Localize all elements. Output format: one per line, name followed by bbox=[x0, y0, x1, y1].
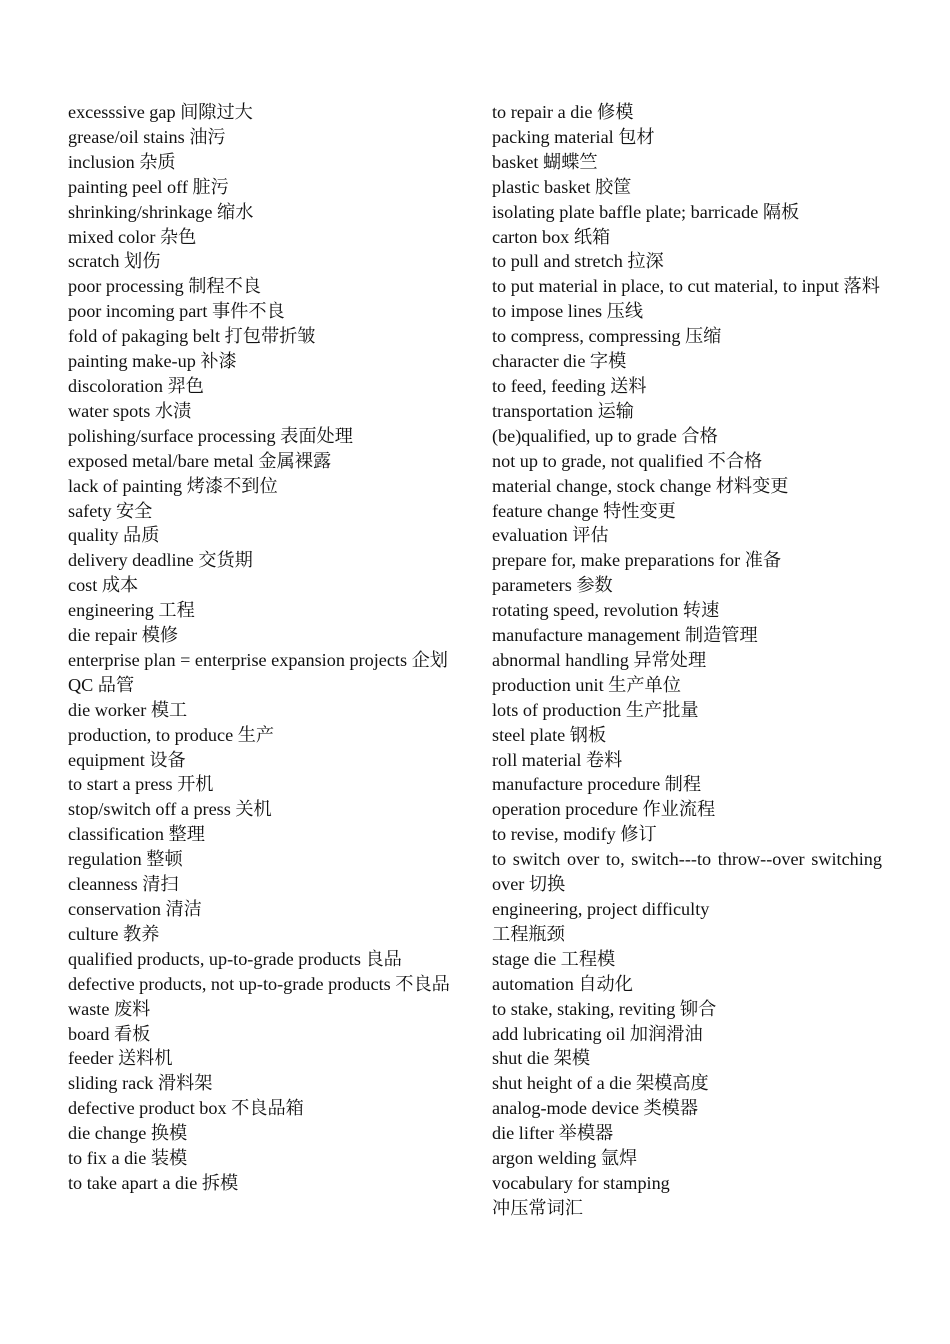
vocabulary-entry: shut die 架模 bbox=[492, 1048, 591, 1069]
vocabulary-entry: abnormal handling 异常处理 bbox=[492, 649, 707, 670]
vocabulary-entry: 冲压常词汇 bbox=[492, 1197, 583, 1218]
vocabulary-entry: water spots 水渍 bbox=[68, 400, 192, 421]
vocabulary-entry: manufacture procedure 制程 bbox=[492, 774, 702, 795]
vocabulary-entry: culture 教养 bbox=[68, 923, 160, 944]
vocabulary-entry: steel plate 钢板 bbox=[492, 724, 607, 745]
vocabulary-entry: (be)qualified, up to grade 合格 bbox=[492, 425, 718, 446]
vocabulary-entry: poor processing 制程不良 bbox=[68, 276, 261, 297]
vocabulary-entry: to switch over to, switch---to throw--over switching over 切换 bbox=[492, 849, 882, 895]
vocabulary-entry: feature change 特性变更 bbox=[492, 500, 676, 521]
vocabulary-entry: regulation 整顿 bbox=[68, 849, 183, 870]
vocabulary-entry: inclusion 杂质 bbox=[68, 151, 176, 172]
vocabulary-entry: engineering, project difficulty bbox=[492, 899, 710, 919]
vocabulary-entry: argon welding 氩焊 bbox=[492, 1148, 638, 1169]
vocabulary-entry: basket 蝴蝶竺 bbox=[492, 151, 598, 172]
vocabulary-entry: cost 成本 bbox=[68, 575, 139, 596]
vocabulary-entry: equipment 设备 bbox=[68, 749, 186, 770]
vocabulary-entry: sliding rack 滑料架 bbox=[68, 1073, 213, 1094]
vocabulary-entry: to put material in place, to cut material, to input 落料 bbox=[492, 276, 880, 297]
vocabulary-entry: conservation 清洁 bbox=[68, 899, 202, 919]
vocabulary-entry: classification 整理 bbox=[68, 824, 205, 845]
left-vocabulary-column bbox=[68, 100, 459, 1196]
vocabulary-entry: character die 字模 bbox=[492, 351, 627, 372]
vocabulary-entry: automation 自动化 bbox=[492, 973, 633, 994]
vocabulary-entry: exposed metal/bare metal 金属裸露 bbox=[68, 450, 332, 471]
vocabulary-entry: die change 换模 bbox=[68, 1123, 188, 1144]
vocabulary-entry: feeder 送料机 bbox=[68, 1048, 173, 1069]
vocabulary-entry: to pull and stretch 拉深 bbox=[492, 251, 664, 272]
vocabulary-entry: grease/oil stains 油污 bbox=[68, 126, 226, 147]
vocabulary-entry: polishing/surface processing 表面处理 bbox=[68, 425, 353, 446]
vocabulary-entry: operation procedure 作业流程 bbox=[492, 799, 716, 820]
vocabulary-entry: rotating speed, revolution 转速 bbox=[492, 600, 720, 621]
vocabulary-entry: die worker 模工 bbox=[68, 699, 188, 720]
vocabulary-entry: lots of production 生产批量 bbox=[492, 699, 699, 720]
vocabulary-entry: to start a press 开机 bbox=[68, 774, 214, 795]
vocabulary-entry: painting peel off 脏污 bbox=[68, 176, 229, 197]
vocabulary-entry: board 看板 bbox=[68, 1023, 151, 1044]
vocabulary-entry: to revise, modify 修订 bbox=[492, 824, 657, 845]
vocabulary-entry: defective product box 不良品箱 bbox=[68, 1098, 304, 1119]
vocabulary-entry: waste 废料 bbox=[68, 998, 151, 1019]
vocabulary-entry: to repair a die 修模 bbox=[492, 102, 634, 122]
vocabulary-entry: manufacture management 制造管理 bbox=[492, 625, 758, 646]
vocabulary-entry: vocabulary for stamping bbox=[492, 1172, 670, 1193]
vocabulary-entry: lack of painting 烤漆不到位 bbox=[68, 475, 278, 496]
vocabulary-entry: to stake, staking, reviting 铆合 bbox=[492, 998, 717, 1019]
vocabulary-entry: QC 品管 bbox=[68, 674, 135, 695]
vocabulary-entry: stage die 工程模 bbox=[492, 948, 616, 969]
vocabulary-entry: to compress, compressing 压缩 bbox=[492, 326, 722, 347]
vocabulary-entry: shrinking/shrinkage 缩水 bbox=[68, 201, 254, 222]
vocabulary-entry: to impose lines 压线 bbox=[492, 301, 644, 322]
vocabulary-entry: fold of pakaging belt 打包带折皱 bbox=[68, 326, 316, 347]
vocabulary-entry: qualified products, up-to-grade products 良品 bbox=[68, 948, 402, 969]
vocabulary-entry: carton box 纸箱 bbox=[492, 226, 611, 247]
vocabulary-entry: excesssive gap 间隙过大 bbox=[68, 102, 253, 122]
vocabulary-entry: defective products, not up-to-grade products 不良品 bbox=[68, 973, 450, 994]
vocabulary-entry: to fix a die 装模 bbox=[68, 1148, 188, 1169]
vocabulary-entry: enterprise plan = enterprise expansion projects 企划 bbox=[68, 649, 448, 670]
vocabulary-entry: prepare for, make preparations for 准备 bbox=[492, 550, 782, 571]
vocabulary-entry: delivery deadline 交货期 bbox=[68, 550, 253, 571]
vocabulary-entry: transportation 运输 bbox=[492, 400, 634, 421]
vocabulary-entry: packing material 包材 bbox=[492, 126, 655, 147]
vocabulary-entry: shut height of a die 架模高度 bbox=[492, 1073, 709, 1094]
vocabulary-entry: analog-mode device 类模器 bbox=[492, 1098, 699, 1119]
vocabulary-entry: die lifter 举模器 bbox=[492, 1123, 614, 1144]
vocabulary-entry: production, to produce 生产 bbox=[68, 724, 275, 745]
vocabulary-entry: to feed, feeding 送料 bbox=[492, 375, 647, 396]
vocabulary-entry: roll material 卷料 bbox=[492, 749, 623, 770]
vocabulary-entry: evaluation 评估 bbox=[492, 525, 609, 546]
vocabulary-entry: poor incoming part 事件不良 bbox=[68, 301, 285, 322]
vocabulary-entry: mixed color 杂色 bbox=[68, 226, 197, 247]
vocabulary-entry: painting make-up 补漆 bbox=[68, 351, 237, 372]
vocabulary-entry: stop/switch off a press 关机 bbox=[68, 799, 272, 820]
right-vocabulary-column bbox=[492, 100, 882, 1221]
vocabulary-entry: engineering 工程 bbox=[68, 600, 195, 621]
vocabulary-entry: die repair 模修 bbox=[68, 625, 179, 646]
vocabulary-entry: plastic basket 胶筐 bbox=[492, 176, 632, 197]
vocabulary-entry: 工程瓶颈 bbox=[492, 923, 565, 944]
vocabulary-entry: production unit 生产单位 bbox=[492, 674, 681, 695]
vocabulary-entry: not up to grade, not qualified 不合格 bbox=[492, 450, 763, 471]
vocabulary-entry: safety 安全 bbox=[68, 500, 153, 521]
vocabulary-entry: isolating plate baffle plate; barricade 隔板 bbox=[492, 201, 800, 222]
vocabulary-entry: discoloration 羿色 bbox=[68, 375, 204, 396]
vocabulary-entry: parameters 参数 bbox=[492, 575, 613, 596]
vocabulary-entry: quality 品质 bbox=[68, 525, 160, 546]
vocabulary-entry: add lubricating oil 加润滑油 bbox=[492, 1023, 703, 1044]
vocabulary-entry: scratch 划伤 bbox=[68, 251, 161, 272]
vocabulary-entry: to take apart a die 拆模 bbox=[68, 1172, 239, 1193]
vocabulary-entry: material change, stock change 材料变更 bbox=[492, 475, 789, 496]
vocabulary-entry: cleanness 清扫 bbox=[68, 874, 179, 895]
